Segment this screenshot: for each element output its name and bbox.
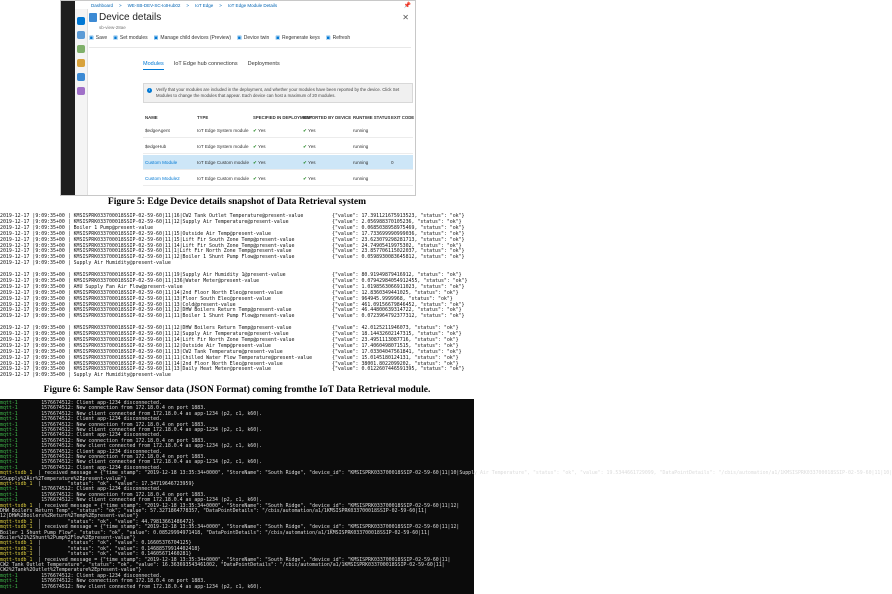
toolbar-button-label: Set modules [119, 35, 148, 41]
cell-text: running [353, 176, 369, 181]
info-banner [143, 83, 413, 103]
terminal-prefix: mqtt-tsdb_1 [0, 470, 33, 477]
terminal-text: | "status": "ok", "value": 0.16605376704125} [32, 540, 192, 547]
log-line-value: {"value": 24.74905419975302, "status": "ok"} [332, 242, 462, 249]
breadcrumb-separator: > [219, 3, 222, 8]
table-row[interactable] [143, 171, 413, 186]
terminal-prefix: mqtt-tsdb_1 [0, 545, 33, 552]
cell-text: IoT Edge Custom module [197, 176, 250, 181]
log-line-key: 2019-12-17 |9:09:35+00 | AHU Supply Fan Air Flow@present-value [0, 283, 183, 290]
log-line-value: {"value": 0.07942984054912455, "status": "ok"} [332, 277, 468, 284]
cell-text: Yes [258, 160, 266, 165]
cell-text: IoT Edge Custom module [197, 160, 250, 165]
log-line-key: 2019-12-17 |9:09:35+00 | KMSISPRK033700018SSIP-02-59-60|11|14|Lift Fir North Zone Temp@present-value [0, 336, 295, 343]
breadcrumb [91, 3, 283, 8]
terminal-text: 1576674512: Client app-1234 disconnected. [17, 400, 162, 406]
toolbar-button[interactable] [326, 35, 350, 41]
log-line-value: {"value": 38001.8022099202, "status": "ok"} [332, 360, 459, 367]
column-header: RUNTIME STATUS [353, 115, 391, 120]
command-toolbar [89, 35, 411, 48]
log-line-value: {"value": 80.91949879416912, "status": "ok"} [332, 272, 462, 278]
terminal-text: 1576674512: New connection from 172.18.0.4 on port 1883. [17, 437, 207, 444]
cell-text: Yes [308, 160, 316, 165]
check-icon: ✔ [253, 128, 259, 133]
terminal-text: 1576674512: New client connected from 172.18.0.4 as app-1234 (p2, c1, k60). [17, 410, 263, 417]
terminal-prefix: mqtt-tsdb_1 [0, 540, 33, 547]
mqtt-terminal-log [0, 399, 892, 594]
figure-6-caption: Figure 6: Sample Raw Sensor data (JSON Format) coming fromthe IoT Data Retrieval module. [43, 385, 431, 395]
terminal-prefix: mqtt-1 [0, 400, 18, 406]
terminal-text: 1576674512: New client connected from 172.18.0.4 as app-1234 (p2, c1, k60). [17, 497, 263, 504]
terminal-text: | received message = {"time_stamp": "2019-12-18 13:35:34+0000", "StoreName": "South Ridge", "device_id": "KMSISPRK033700018SSIP-02-59-60|11|12| [32, 502, 460, 509]
log-line-value: {"value": 2.056988370105236, "status": "ok"} [332, 218, 462, 225]
terminal-text: Boiler%21%2Shunt%2Pump%2Flow%2Epresent-value"} [0, 535, 136, 541]
toolbar-button[interactable] [89, 35, 107, 41]
terminal-text: 1576674512: New client connected from 172.18.0.4 as app-1234 (p2, c1, k60). [17, 583, 263, 590]
terminal-text: | "status": "ok", "value": 17.34719646723959} [32, 481, 195, 487]
rail-dashboard-icon[interactable] [77, 31, 85, 39]
terminal-text: DHW Boilers Return Temp", "status": "ok", "value": 57.3271864778357, "DataPointDetails": "/cbis/automation/a1/1KMSISPRK033700018SSIP-02-59-60|11| [0, 508, 427, 514]
log-line-value: {"value": 461.09156679846452, "status": "ok"} [332, 301, 465, 308]
table-cell-reported [303, 176, 316, 182]
toolbar-action-icon: ▣ [325, 35, 331, 41]
log-line-value: {"value": 46.44800639314722, "status": "ok"} [332, 307, 462, 314]
tab[interactable]: Deployments [247, 61, 280, 67]
terminal-prefix: mqtt-tsdb_1 [0, 551, 33, 558]
terminal-prefix: mqtt-1 [0, 491, 18, 498]
terminal-prefix: mqtt-1 [0, 421, 18, 428]
cell-text: $edgeAgent [145, 128, 170, 133]
toolbar-button[interactable] [154, 35, 231, 41]
toolbar-button[interactable] [275, 35, 320, 41]
toolbar-action-icon: ▣ [113, 35, 118, 41]
rail-home-icon[interactable] [77, 17, 85, 25]
terminal-text: 1576674512: New connection from 172.18.0.4 on port 1883. [17, 491, 207, 498]
table-cell-name[interactable] [145, 144, 166, 149]
log-line-value: {"value": 0.0723964792377312, "status": "ok"} [332, 313, 465, 320]
log-line-key: 2019-12-17 |9:09:35+00 | KMSISPRK033700018SSIP-02-59-60|11|15|Lift Fir South Zone Temp@present-value [0, 236, 295, 243]
terminal-text: | "status": "ok", "value": 0.14688579914402418} [32, 545, 201, 552]
log-line-value: {"value": 17.733699990999036, "status": "ok"} [332, 230, 465, 237]
toolbar-button-label: Manage child devices (Preview) [160, 35, 231, 41]
log-line-value: {"value": 23.857706115022037, "status": "ok"} [332, 248, 465, 255]
table-cell-name[interactable] [145, 160, 177, 165]
terminal-prefix: mqtt-1 [0, 443, 18, 450]
terminal-text: | received message = {"time_stamp": "2019-12-18 13:35:34+0000", "StoreName": "South Ridge", "device_id": "KMSISPRK033700018SSIP-02-59-60|11|12| [32, 524, 460, 531]
log-line-value: {"value": 1.0198563066911023, "status": "ok"} [332, 283, 465, 290]
terminal-prefix: mqtt-1 [0, 405, 18, 412]
log-line-key: 2019-12-17 |9:09:35+00 | Boiler 1 Pump@present-value [0, 224, 154, 231]
table-cell-specified [253, 160, 266, 166]
device-icon [89, 13, 97, 22]
terminal-text: | received message = {"time_stamp": "2019-12-18 13:35:34+0000", "StoreName": "South Ridge", "device_id": "KMSISPRK033700018SSIP-02-59-60|11| [32, 556, 451, 563]
table-cell-name[interactable] [145, 128, 170, 133]
terminal-text: Boiler 1 Shunt Pump Flow", "status": "ok", "value": 0.08529994971418, "DataPointDetails": "/cbis/automation/a1/1KMSISPRK033700018SSIP-02-59-60|11| [0, 529, 430, 536]
terminal-text: 1576674512: Client app-1234 disconnected. [17, 432, 162, 439]
cell-text: running [353, 160, 369, 165]
pin-icon[interactable]: 📌 [403, 3, 411, 9]
terminal-text: | "status": "ok", "value": 0.14605671460281} [32, 551, 192, 558]
terminal-prefix: mqtt-1 [0, 486, 18, 493]
log-line-value: {"value": 12.8360349441025, "status": "ok"} [332, 289, 459, 296]
cell-text: IoT Edge System module [197, 144, 249, 149]
log-line-key: 2019-12-17 |9:09:35+00 | KMSISPRK033700018SSIP-02-59-60|11|12|Supply Air Temperature@present-value [0, 218, 289, 225]
table-cell-reported [303, 128, 316, 134]
module-tabs [143, 61, 290, 67]
terminal-text: 1576674512: Client app-1234 disconnected. [17, 448, 162, 455]
breadcrumb-link[interactable]: Dashboard [91, 3, 114, 8]
raw-sensor-data-listing [0, 210, 474, 380]
terminal-prefix: mqtt-1 [0, 578, 18, 585]
column-header: REPORTED BY DEVICE [303, 115, 352, 120]
log-line-key: 2019-12-17 |9:09:35+00 | KMSISPRK033700018SSIP-02-59-60|11|12|Supply Air Temperature@present-value [0, 331, 289, 337]
cell-text: Yes [308, 176, 316, 181]
terminal-text: | received message = {"time_stamp": "2019-12-18 13:35:34+0000", "StoreName": "South Ridge", "device_id": "KMSISPRK033700018SSIP-02-59-60|11|10|Supply Air Temperature", "status": "ok", "value": 19.5344661729099, "DataPointDetails": "/cbis/automation/a1/1KMSISPRK033700018SSIP-02-59-60|11|10| [32, 470, 892, 477]
column-header: SPECIFIED IN DEPLOYMENT [253, 115, 313, 120]
log-line-key: 2019-12-17 |9:09:35+00 | KMSISPRK033700018SSIP-02-59-60|11|13|CW2 Tank Temperature@present-value [0, 348, 283, 355]
topbar-icons [404, 2, 411, 9]
breadcrumb-link[interactable]: IoT Edge [195, 3, 214, 8]
cell-text: running [353, 128, 369, 133]
check-icon: ✔ [253, 176, 259, 181]
log-line-key: 2019-12-17 |9:09:35+00 | KMSISPRK033700018SSIP-02-59-60|11|11|Chilled Water Flow Temperature@present-value [0, 354, 313, 361]
check-icon: ✔ [253, 144, 259, 149]
log-line-key: 2019-12-17 |9:09:35+00 | KMSISPRK033700018SSIP-02-59-60|11|14|Lift Fir South Zone Temp@present-value [0, 242, 295, 249]
info-text: Verify that your modules are included in the deployment, and whether your modules have been reported by the device. Click Set Modules to change the modules that appear. Each device can host a maximum of 20 modules. [156, 87, 400, 98]
breadcrumb-link[interactable]: IoT Edge Module Details [227, 3, 278, 8]
column-header: NAME [145, 115, 158, 120]
log-line-key: 2019-12-17 |9:09:35+00 | KMSISPRK033700018SSIP-02-59-60|11|12|Outside Air Temp@present-value [0, 342, 271, 349]
terminal-prefix: mqtt-1 [0, 410, 18, 417]
check-icon: ✔ [303, 144, 309, 149]
log-line-key: 2019-12-17 |9:09:35+00 | KMSISPRK033700018SSIP-02-59-60|11|12|DHW Boilers Return Temp@present-value [0, 325, 292, 332]
log-line-key: 2019-12-17 |9:09:35+00 | KMSISPRK033700018SSIP-02-59-60|11|13|Daily Heat Meter@present-value [0, 366, 271, 373]
toolbar-button[interactable] [237, 35, 269, 41]
log-line-key: 2019-12-17 |9:09:35+00 | KMSISPRK033700018SSIP-02-59-60|11|19|Supply Air Humidity 1@present-value [0, 272, 286, 278]
toolbar-action-icon: ▣ [89, 35, 94, 41]
toolbar-button-label: Refresh [332, 35, 351, 41]
rail-monitor-icon[interactable] [77, 87, 85, 95]
log-line-value: {"value": 17.4060498071515, "status": "ok"} [332, 342, 459, 349]
log-line-value: {"value": 0.0122607446591395, "status": "ok"} [332, 366, 465, 373]
terminal-text: 1576674512: Client app-1234 disconnected. [17, 464, 162, 471]
column-header: TYPE [197, 115, 209, 120]
check-icon: ✔ [253, 160, 259, 165]
azure-device-details-screenshot [60, 0, 416, 196]
table-cell-status [353, 176, 368, 181]
terminal-prefix: mqtt-1 [0, 572, 18, 579]
portal-left-rail [75, 9, 88, 195]
terminal-prefix: mqtt-1 [0, 464, 18, 471]
table-cell-reported [303, 160, 316, 166]
rail-services-icon[interactable] [77, 45, 85, 53]
log-line-value: {"value": 0.0598930083645812, "status": "ok"} [332, 254, 465, 261]
table-cell-type [197, 176, 249, 181]
terminal-prefix: mqtt-1 [0, 416, 18, 423]
terminal-prefix: mqtt-tsdb_1 [0, 502, 33, 509]
log-line-key: 2019-12-17 |9:09:35+00 | KMSISPRK033700018SSIP-02-59-60|11|13|Floor South Elec@present-value [0, 295, 271, 302]
table-row[interactable] [143, 123, 413, 138]
terminal-text: CW2 Tank Outlet Temperature", "status": "ok", "value": 16.363693543461002, "DataPointDetails": "/cbis/automation/a1/1KMSISPRK033700018SSIP-02-59-60|11| [0, 562, 445, 568]
terminal-text: 1576674512: New connection from 172.18.0.4 on port 1883. [17, 578, 207, 585]
log-line-key: 2019-12-17 |9:09:35+00 | KMSISPRK033700018SSIP-02-59-60|11|136|Water Meter@present-value [0, 277, 260, 284]
cell-text: running [353, 144, 369, 149]
table-cell-reported [303, 144, 316, 150]
toolbar-button-label: Regenerate keys [282, 35, 320, 41]
toolbar-button-label: Device twin [243, 35, 270, 41]
log-line-key: 2019-12-17 |9:09:35+00 | KMSISPRK033700018SSIP-02-59-60|11|14|2nd Floor North Elec@present-value [0, 289, 283, 296]
info-icon: i [147, 88, 152, 93]
terminal-prefix: mqtt-1 [0, 448, 18, 455]
close-icon[interactable]: ✕ [402, 13, 409, 22]
toolbar-button-label: Save [95, 35, 108, 41]
terminal-text: 1576674512: Client app-1234 disconnected. [17, 416, 162, 423]
log-line [0, 372, 474, 379]
cell-text: Yes [308, 144, 316, 149]
table-cell-exit [391, 160, 394, 165]
cell-text: Yes [308, 128, 316, 133]
terminal-text: 1576674512: New client connected from 172.18.0.4 as app-1234 (p2, c1, k60). [17, 427, 263, 433]
figure-5-caption: Figure 5: Edge Device details snapshot of Data Retrieval system [107, 197, 367, 207]
column-header: EXIT CODE [391, 115, 415, 120]
rail-resources-icon[interactable] [77, 59, 85, 67]
log-line-value: {"value": 23.4951113087716, "status": "ok"} [332, 336, 459, 343]
terminal-line [0, 584, 474, 590]
table-cell-status [353, 144, 368, 149]
table-cell-type [197, 144, 249, 149]
check-icon: ✔ [303, 160, 309, 165]
terminal-prefix: mqtt-tsdb_1 [0, 518, 33, 525]
rail-hub-icon[interactable] [77, 73, 85, 81]
terminal-text: 12|DHW%2Boilers%2Return%2Temp%2Epresent-value"} [0, 513, 139, 520]
log-line-key: 2019-12-17 |9:09:35+00 | KMSISPRK033700018SSIP-02-59-60|11|14|2nd Floor North Elec@present-value [0, 360, 283, 367]
table-cell-specified [253, 176, 266, 182]
terminal-text: 1576674512: New connection from 172.18.0.4 on port 1883. [17, 405, 207, 412]
terminal-prefix: mqtt-tsdb_1 [0, 524, 33, 531]
log-line-key: 2019-12-17 |9:09:35+00 | KMSISPRK033700018SSIP-02-59-60|11|11|Boiler 1 Shunt Pump Flow@present-value [0, 313, 295, 320]
log-line-key: 2019-12-17 |9:09:35+00 | Supply Air Humidity@present-value [0, 372, 171, 379]
toolbar-button[interactable] [113, 35, 148, 41]
log-line-value: {"value": 17.391121675913523, "status": "ok"} [332, 213, 465, 219]
breadcrumb-separator: > [186, 3, 190, 8]
log-line-value: {"value": 0.0685038958975469, "status": "ok"} [332, 224, 465, 231]
terminal-text: 1576674512: Client app-1234 disconnected. [17, 572, 162, 579]
log-line-value: {"value": 23.623079298281713, "status": "ok"} [332, 236, 465, 243]
terminal-prefix: mqtt-tsdb_1 [0, 481, 33, 487]
log-line-key: 2019-12-17 |9:09:35+00 | Supply Air Humidity@present-value [0, 260, 171, 267]
log-line-key: 2019-12-17 |9:09:35+00 | KMSISPRK033700018SSIP-02-59-60|11|1|Lift Fir North Zone Temp@present-value [0, 248, 292, 255]
table-row[interactable] [143, 155, 413, 170]
breadcrumb-separator: > [119, 3, 122, 8]
table-cell-status [353, 160, 368, 165]
terminal-prefix: mqtt-1 [0, 459, 18, 466]
terminal-text: 1576674512: New client connected from 172.18.0.4 as app-1234 (p2, c1, k60). [17, 443, 263, 450]
check-icon: ✔ [303, 176, 309, 181]
terminal-text: SSupply%2Air%2Temperature%2Epresent-value"} [0, 475, 127, 482]
table-cell-status [353, 128, 368, 133]
terminal-prefix: mqtt-tsdb_1 [0, 556, 33, 563]
cell-text: IoT Edge System module [197, 128, 249, 133]
table-cell-type [197, 128, 249, 133]
cell-text: Custom Module [145, 160, 178, 165]
blade-title: Device details [99, 12, 162, 23]
terminal-text: | "status": "ok", "value": 44.79813661486472} [32, 518, 195, 525]
terminal-prefix: mqtt-1 [0, 437, 18, 444]
terminal-text: CW2%2Tank%2Outlet%2Temperature%2Epresent-value"} [0, 567, 142, 574]
log-line-value: {"value": 15.0145180124131, "status": "ok"} [332, 354, 459, 361]
table-cell-specified [253, 144, 266, 150]
log-line-value: {"value": 18.14432602147315, "status": "ok"} [332, 331, 462, 337]
terminal-prefix: mqtt-1 [0, 432, 18, 439]
terminal-prefix: mqtt-1 [0, 454, 18, 460]
terminal-prefix: mqtt-1 [0, 427, 18, 433]
terminal-prefix: mqtt-1 [0, 497, 18, 504]
table-row[interactable] [143, 139, 413, 154]
terminal-text: 1576674512: Client app-1234 disconnected. [17, 486, 162, 493]
toolbar-action-icon: ▣ [275, 35, 281, 41]
log-line-value: {"value": 964945.9999968, "status": "ok"} [332, 295, 453, 302]
terminal-text: 1576674512: New connection from 172.18.0.4 on port 1883. [17, 421, 207, 428]
table-cell-specified [253, 128, 266, 134]
cell-text: 0 [391, 160, 394, 165]
log-line-key: 2019-12-17 |9:09:35+00 | KMSISPRK033700018SSIP-02-59-60|11|15|Outside Air Temp@present-value [0, 230, 271, 237]
cell-text: Yes [258, 176, 266, 181]
tab[interactable]: IoT Edge hub connections [173, 61, 238, 67]
cell-text: Yes [258, 144, 266, 149]
cell-text: Custom Module2 [145, 176, 180, 181]
log-line-value: {"value": 17.03304047561841, "status": "ok"} [332, 348, 462, 355]
cell-text: $edgeHub [145, 144, 167, 149]
breadcrumb-link[interactable]: WE-SB-DEV-SC-IotHub02 [127, 3, 181, 8]
log-line-key: 2019-12-17 |9:09:35+00 | KMSISPRK033700018SSIP-02-59-60|11|13|Cold@present-value [0, 301, 236, 308]
cell-text: Yes [258, 128, 266, 133]
toolbar-action-icon: ▣ [237, 35, 242, 41]
blade-subtitle: sb-view-28ae [99, 25, 126, 30]
table-cell-name[interactable] [145, 176, 180, 181]
table-cell-type [197, 160, 249, 165]
log-line-key: 2019-12-17 |9:09:35+00 | KMSISPRK033700018SSIP-02-59-60|11|16|CW2 Tank Outlet Temperature@present-value [0, 213, 304, 219]
log-line-value: {"value": 42.0125211946073, "status": "ok"} [332, 325, 459, 332]
toolbar-action-icon: ▣ [153, 35, 159, 41]
log-line-key: 2019-12-17 |9:09:35+00 | KMSISPRK033700018SSIP-02-59-60|11|12|DHW Boilers Return Temp@present-value [0, 307, 292, 314]
terminal-text: 1576674512: New client connected from 172.18.0.4 as app-1234 (p2, c1, k60). [17, 459, 263, 466]
terminal-prefix: mqtt-1 [0, 583, 18, 590]
portal-dark-strip [61, 1, 75, 195]
check-icon: ✔ [303, 128, 309, 133]
terminal-text: 1576674512: New connection from 172.18.0.4 on port 1883. [17, 454, 207, 460]
tab[interactable]: Modules [143, 61, 164, 70]
log-line-key: 2019-12-17 |9:09:35+00 | KMSISPRK033700018SSIP-02-59-60|11|12|Boiler 1 Shunt Pump Flow@present-value [0, 254, 295, 261]
